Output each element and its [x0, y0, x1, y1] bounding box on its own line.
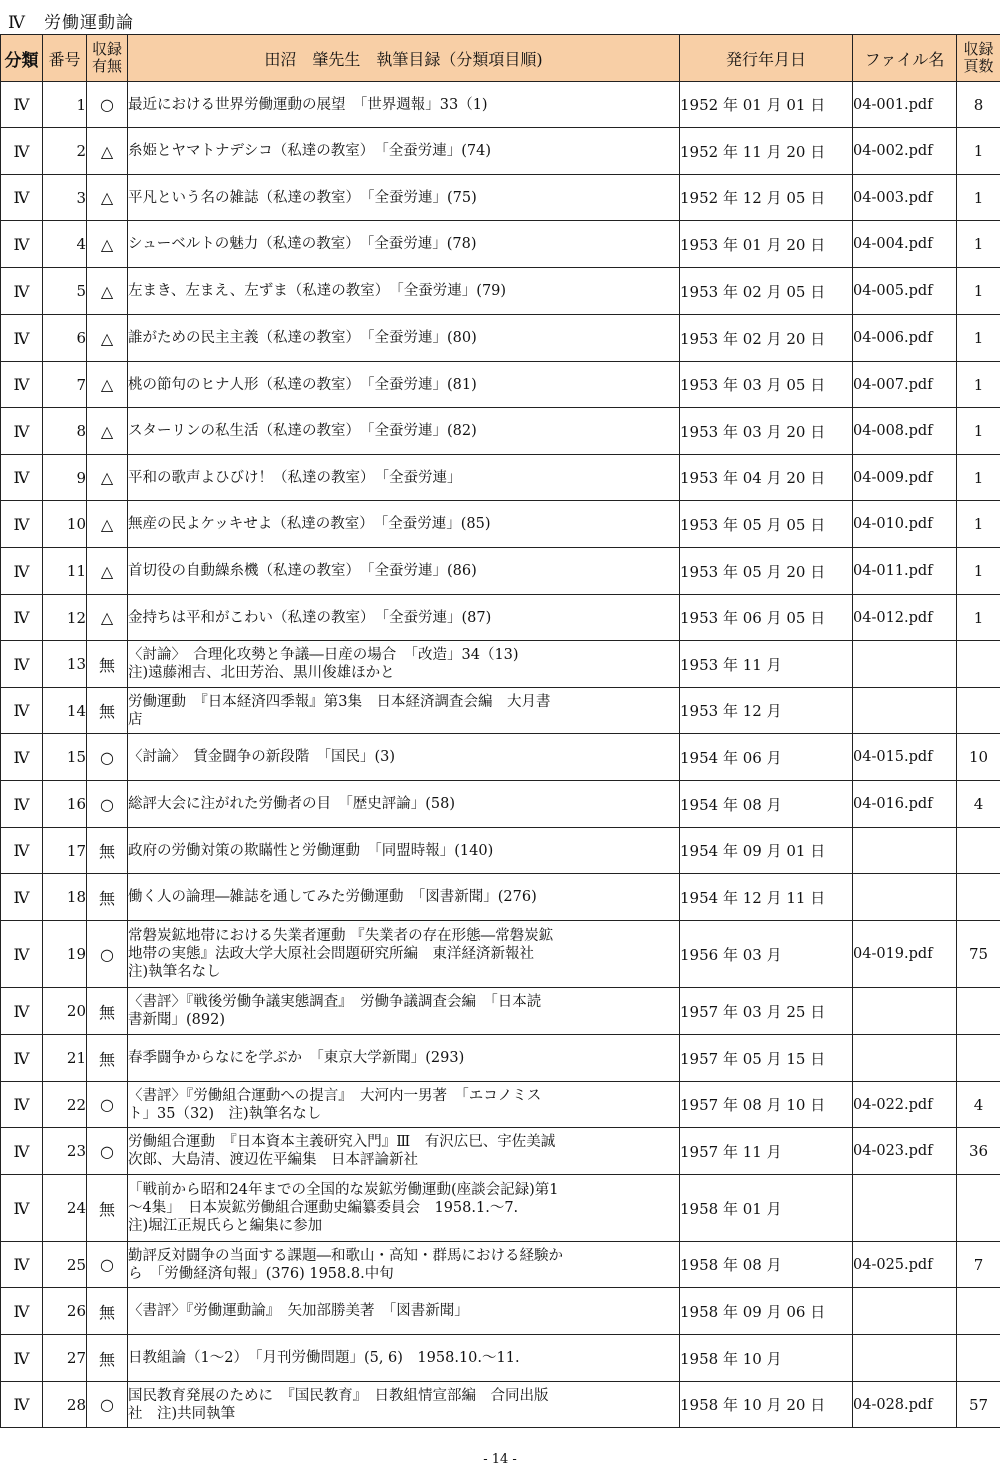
- row-date: 1953 年 02 月 20 日: [680, 315, 853, 362]
- row-file-name: 04-025.pdf: [853, 1242, 957, 1288]
- row-title: 金持ちは平和がこわい（私達の教室） 「全蚕労連」(87): [128, 595, 680, 641]
- page-number: - 14 -: [483, 1452, 517, 1467]
- table-row: [1, 1128, 1000, 1175]
- table-row: [1, 1175, 1000, 1242]
- header-file: ファイル名: [853, 35, 957, 82]
- row-category: Ⅳ: [1, 828, 43, 874]
- row-date: 1953 年 03 月 05 日: [680, 362, 853, 408]
- row-recorded-mark: △: [87, 175, 128, 221]
- row-title: 国民教育発展のために 『国民教育』 日教組情宣部編 合同出版 社 注)共同執筆: [128, 1382, 680, 1428]
- row-pages: 75: [957, 921, 1000, 988]
- row-number: 3: [43, 175, 87, 221]
- row-recorded-mark: △: [87, 315, 128, 362]
- row-number: 1: [43, 82, 87, 128]
- row-recorded-mark: ○: [87, 82, 128, 128]
- row-date: 1958 年 08 月: [680, 1242, 853, 1288]
- row-title: 日教組論（1～2） 「月刊労働問題」(5, 6) 1958.10.～11.: [128, 1335, 680, 1382]
- row-date: 1953 年 05 月 05 日: [680, 501, 853, 548]
- row-pages: 7: [957, 1242, 1000, 1288]
- row-category: Ⅳ: [1, 268, 43, 315]
- row-title: 誰がための民主主義（私達の教室） 「全蚕労連」(80): [128, 315, 680, 362]
- row-title: 〈書評〉『労働運動論』 矢加部勝美著 「図書新聞」: [128, 1288, 680, 1335]
- table-row: [1, 688, 1000, 734]
- row-number: 28: [43, 1382, 87, 1428]
- row-pages: 10: [957, 734, 1000, 781]
- row-number: 18: [43, 874, 87, 921]
- row-file-name: 04-005.pdf: [853, 268, 957, 315]
- row-number: 7: [43, 362, 87, 408]
- row-date: 1953 年 04 月 20 日: [680, 455, 853, 501]
- row-file-name: [853, 1175, 957, 1242]
- row-title: 春季闘争からなにを学ぶか 「東京大学新聞」(293): [128, 1035, 680, 1082]
- row-category: Ⅳ: [1, 1242, 43, 1288]
- row-pages: 1: [957, 175, 1000, 221]
- row-pages: 1: [957, 268, 1000, 315]
- table-row: [1, 408, 1000, 455]
- row-number: 8: [43, 408, 87, 455]
- row-recorded-mark: 無: [87, 988, 128, 1035]
- row-file-name: [853, 988, 957, 1035]
- row-file-name: 04-003.pdf: [853, 175, 957, 221]
- row-title: 無産の民よケッキせよ（私達の教室） 「全蚕労連」(85): [128, 501, 680, 548]
- row-date: 1957 年 11 月: [680, 1128, 853, 1175]
- table-row: [1, 455, 1000, 501]
- table-row: [1, 221, 1000, 268]
- table-row: [1, 128, 1000, 175]
- table-row: [1, 641, 1000, 688]
- row-category: Ⅳ: [1, 548, 43, 595]
- row-pages: [957, 828, 1000, 874]
- row-file-name: [853, 874, 957, 921]
- row-file-name: [853, 828, 957, 874]
- row-recorded-mark: ○: [87, 921, 128, 988]
- row-pages: [957, 1288, 1000, 1335]
- row-number: 2: [43, 128, 87, 175]
- row-recorded-mark: △: [87, 595, 128, 641]
- row-file-name: 04-023.pdf: [853, 1128, 957, 1175]
- row-date: 1953 年 02 月 05 日: [680, 268, 853, 315]
- row-number: 17: [43, 828, 87, 874]
- row-title: 常磐炭鉱地帯における失業者運動 『失業者の存在形態―常磐炭鉱 地帯の実態』法政大学大原社会問題研究所編 東洋経済新報社 注)執筆名なし: [128, 921, 680, 988]
- row-title: 総評大会に注がれた労働者の目 「歴史評論」(58): [128, 781, 680, 828]
- row-title: シューベルトの魅力（私達の教室） 「全蚕労連」(78): [128, 221, 680, 268]
- row-number: 16: [43, 781, 87, 828]
- row-title: 〈書評〉『労働組合運動への提言』 大河内一男著 「エコノミス ト」35（32) 注)執筆名なし: [128, 1082, 680, 1128]
- row-category: Ⅳ: [1, 501, 43, 548]
- row-number: 14: [43, 688, 87, 734]
- row-category: Ⅳ: [1, 688, 43, 734]
- row-title: 政府の労働対策の欺瞞性と労働運動 「同盟時報」(140): [128, 828, 680, 874]
- row-category: Ⅳ: [1, 988, 43, 1035]
- row-title: 桃の節句のヒナ人形（私達の教室） 「全蚕労連」(81): [128, 362, 680, 408]
- row-date: 1954 年 08 月: [680, 781, 853, 828]
- row-recorded-mark: △: [87, 221, 128, 268]
- catalog-table: [0, 34, 1000, 1428]
- row-pages: 1: [957, 548, 1000, 595]
- row-pages: 1: [957, 595, 1000, 641]
- row-title: 糸姫とヤマトナデシコ（私達の教室） 「全蚕労連」(74): [128, 128, 680, 175]
- row-recorded-mark: △: [87, 408, 128, 455]
- row-category: Ⅳ: [1, 1082, 43, 1128]
- row-category: Ⅳ: [1, 1335, 43, 1382]
- row-category: Ⅳ: [1, 408, 43, 455]
- row-number: 10: [43, 501, 87, 548]
- row-recorded-mark: ○: [87, 1242, 128, 1288]
- row-recorded-mark: 無: [87, 1175, 128, 1242]
- table-row: [1, 1242, 1000, 1288]
- table-row: [1, 501, 1000, 548]
- table-row: [1, 988, 1000, 1035]
- table-row: [1, 1382, 1000, 1428]
- row-file-name: [853, 641, 957, 688]
- row-file-name: [853, 1288, 957, 1335]
- row-date: 1953 年 06 月 05 日: [680, 595, 853, 641]
- row-recorded-mark: 無: [87, 1035, 128, 1082]
- header-date: 発行年月日: [680, 35, 853, 82]
- row-recorded-mark: ○: [87, 781, 128, 828]
- row-file-name: 04-009.pdf: [853, 455, 957, 501]
- section-title: Ⅳ 労働運動論: [8, 13, 134, 33]
- row-number: 24: [43, 1175, 87, 1242]
- row-file-name: 04-008.pdf: [853, 408, 957, 455]
- row-number: 25: [43, 1242, 87, 1288]
- row-file-name: 04-015.pdf: [853, 734, 957, 781]
- row-date: 1957 年 03 月 25 日: [680, 988, 853, 1035]
- row-recorded-mark: 無: [87, 1335, 128, 1382]
- row-number: 4: [43, 221, 87, 268]
- row-file-name: 04-016.pdf: [853, 781, 957, 828]
- row-title: 〈討論〉 合理化攻勢と争議―日産の場合 「改造」34（13) 注)遠藤湘吉、北田芳治、黒川俊雄ほかと: [128, 641, 680, 688]
- row-date: 1954 年 12 月 11 日: [680, 874, 853, 921]
- row-date: 1958 年 01 月: [680, 1175, 853, 1242]
- row-category: Ⅳ: [1, 455, 43, 501]
- header-row: [1, 35, 1000, 82]
- row-date: 1953 年 05 月 20 日: [680, 548, 853, 595]
- row-number: 9: [43, 455, 87, 501]
- row-date: 1952 年 01 月 01 日: [680, 82, 853, 128]
- row-category: Ⅳ: [1, 1128, 43, 1175]
- row-pages: 1: [957, 455, 1000, 501]
- row-file-name: 04-019.pdf: [853, 921, 957, 988]
- row-recorded-mark: ○: [87, 1082, 128, 1128]
- table-row: [1, 1288, 1000, 1335]
- row-number: 5: [43, 268, 87, 315]
- row-pages: [957, 1175, 1000, 1242]
- row-recorded-mark: △: [87, 268, 128, 315]
- row-category: Ⅳ: [1, 315, 43, 362]
- row-pages: 8: [957, 82, 1000, 128]
- table-row: [1, 548, 1000, 595]
- row-date: 1958 年 09 月 06 日: [680, 1288, 853, 1335]
- row-file-name: 04-028.pdf: [853, 1382, 957, 1428]
- row-date: 1956 年 03 月: [680, 921, 853, 988]
- row-pages: 1: [957, 221, 1000, 268]
- row-title: 平和の歌声よひびけ！（私達の教室） 「全蚕労連」: [128, 455, 680, 501]
- row-category: Ⅳ: [1, 1382, 43, 1428]
- table-row: [1, 828, 1000, 874]
- row-number: 13: [43, 641, 87, 688]
- row-file-name: 04-006.pdf: [853, 315, 957, 362]
- row-file-name: 04-022.pdf: [853, 1082, 957, 1128]
- row-date: 1953 年 12 月: [680, 688, 853, 734]
- row-recorded-mark: ○: [87, 734, 128, 781]
- row-title: 〈書評〉『戦後労働争議実態調査』 労働争議調査会編 「日本読 書新聞」(892): [128, 988, 680, 1035]
- row-date: 1957 年 05 月 15 日: [680, 1035, 853, 1082]
- row-date: 1953 年 03 月 20 日: [680, 408, 853, 455]
- row-category: Ⅳ: [1, 1288, 43, 1335]
- table-row: [1, 268, 1000, 315]
- row-number: 26: [43, 1288, 87, 1335]
- row-number: 21: [43, 1035, 87, 1082]
- table-row: [1, 1035, 1000, 1082]
- row-recorded-mark: △: [87, 128, 128, 175]
- row-date: 1957 年 08 月 10 日: [680, 1082, 853, 1128]
- row-category: Ⅳ: [1, 641, 43, 688]
- row-recorded-mark: ○: [87, 1128, 128, 1175]
- row-number: 6: [43, 315, 87, 362]
- row-recorded-mark: △: [87, 455, 128, 501]
- table-row: [1, 315, 1000, 362]
- row-pages: [957, 988, 1000, 1035]
- row-recorded-mark: ○: [87, 1382, 128, 1428]
- row-title: 〈討論〉 賃金闘争の新段階 「国民」(3): [128, 734, 680, 781]
- row-category: Ⅳ: [1, 128, 43, 175]
- header-pages: 収録 頁数: [957, 35, 1000, 82]
- row-number: 22: [43, 1082, 87, 1128]
- row-category: Ⅳ: [1, 921, 43, 988]
- row-title: 平凡という名の雑誌（私達の教室） 「全蚕労連」(75): [128, 175, 680, 221]
- row-pages: 1: [957, 408, 1000, 455]
- table-row: [1, 781, 1000, 828]
- row-recorded-mark: △: [87, 501, 128, 548]
- row-recorded-mark: △: [87, 548, 128, 595]
- row-category: Ⅳ: [1, 1175, 43, 1242]
- row-title: 労働運動 『日本経済四季報』第3集 日本経済調査会編 大月書 店: [128, 688, 680, 734]
- row-file-name: [853, 1035, 957, 1082]
- header-category: 分類: [1, 35, 43, 82]
- row-pages: 1: [957, 315, 1000, 362]
- row-pages: [957, 641, 1000, 688]
- row-title: スターリンの私生活（私達の教室） 「全蚕労連」(82): [128, 408, 680, 455]
- row-title: 勤評反対闘争の当面する課題―和歌山・高知・群馬における経験か ら 「労働経済旬報」(376) 1958.8.中旬: [128, 1242, 680, 1288]
- row-category: Ⅳ: [1, 874, 43, 921]
- header-number: 番号: [43, 35, 87, 82]
- row-recorded-mark: 無: [87, 688, 128, 734]
- row-title: 「戦前から昭和24年までの全国的な炭鉱労働運動(座談会記録)第1 ～4集」 日本炭鉱労働組合運動史編纂委員会 1958.1.～7. 注)堀江正規氏らと編集に参加: [128, 1175, 680, 1242]
- row-pages: 1: [957, 128, 1000, 175]
- row-category: Ⅳ: [1, 362, 43, 408]
- row-category: Ⅳ: [1, 175, 43, 221]
- row-category: Ⅳ: [1, 781, 43, 828]
- table-row: [1, 175, 1000, 221]
- row-file-name: 04-012.pdf: [853, 595, 957, 641]
- row-title: 最近における世界労働運動の展望 「世界週報」33（1): [128, 82, 680, 128]
- row-file-name: 04-011.pdf: [853, 548, 957, 595]
- table-row: [1, 82, 1000, 128]
- table-row: [1, 595, 1000, 641]
- row-category: Ⅳ: [1, 734, 43, 781]
- row-title: 左まき、左まえ、左ずま（私達の教室） 「全蚕労連」(79): [128, 268, 680, 315]
- row-pages: 36: [957, 1128, 1000, 1175]
- row-date: 1953 年 01 月 20 日: [680, 221, 853, 268]
- row-pages: 1: [957, 362, 1000, 408]
- row-number: 11: [43, 548, 87, 595]
- row-title: 首切役の自動繰糸機（私達の教室） 「全蚕労連」(86): [128, 548, 680, 595]
- row-recorded-mark: 無: [87, 828, 128, 874]
- row-file-name: 04-001.pdf: [853, 82, 957, 128]
- row-number: 27: [43, 1335, 87, 1382]
- row-file-name: 04-002.pdf: [853, 128, 957, 175]
- row-title: 労働組合運動 『日本資本主義研究入門』Ⅲ 有沢広巳、宇佐美誠 次郎、大島清、渡辺佐平編集 日本評論新社: [128, 1128, 680, 1175]
- row-number: 15: [43, 734, 87, 781]
- row-category: Ⅳ: [1, 1035, 43, 1082]
- row-file-name: [853, 1335, 957, 1382]
- row-date: 1952 年 12 月 05 日: [680, 175, 853, 221]
- row-date: 1953 年 11 月: [680, 641, 853, 688]
- row-recorded-mark: 無: [87, 874, 128, 921]
- row-file-name: 04-010.pdf: [853, 501, 957, 548]
- row-pages: 4: [957, 1082, 1000, 1128]
- row-pages: [957, 1035, 1000, 1082]
- row-pages: [957, 874, 1000, 921]
- row-number: 20: [43, 988, 87, 1035]
- row-date: 1952 年 11 月 20 日: [680, 128, 853, 175]
- header-recorded: 収録 有無: [87, 35, 128, 82]
- row-recorded-mark: △: [87, 362, 128, 408]
- row-file-name: [853, 688, 957, 734]
- row-title: 働く人の論理―雑誌を通してみた労働運動 「図書新聞」(276): [128, 874, 680, 921]
- row-pages: 1: [957, 501, 1000, 548]
- row-recorded-mark: 無: [87, 641, 128, 688]
- row-file-name: 04-007.pdf: [853, 362, 957, 408]
- row-category: Ⅳ: [1, 595, 43, 641]
- row-recorded-mark: 無: [87, 1288, 128, 1335]
- row-category: Ⅳ: [1, 221, 43, 268]
- row-pages: 4: [957, 781, 1000, 828]
- row-number: 19: [43, 921, 87, 988]
- table-row: [1, 874, 1000, 921]
- table-row: [1, 921, 1000, 988]
- table-row: [1, 362, 1000, 408]
- row-pages: [957, 688, 1000, 734]
- row-category: Ⅳ: [1, 82, 43, 128]
- row-date: 1954 年 09 月 01 日: [680, 828, 853, 874]
- table-row: [1, 734, 1000, 781]
- row-pages: [957, 1335, 1000, 1382]
- table-row: [1, 1335, 1000, 1382]
- row-number: 23: [43, 1128, 87, 1175]
- row-number: 12: [43, 595, 87, 641]
- row-date: 1958 年 10 月 20 日: [680, 1382, 853, 1428]
- row-date: 1958 年 10 月: [680, 1335, 853, 1382]
- row-pages: 57: [957, 1382, 1000, 1428]
- row-date: 1954 年 06 月: [680, 734, 853, 781]
- row-file-name: 04-004.pdf: [853, 221, 957, 268]
- header-title: 田沼 肇先生 執筆目録（分類項目順): [128, 35, 680, 82]
- table-row: [1, 1082, 1000, 1128]
